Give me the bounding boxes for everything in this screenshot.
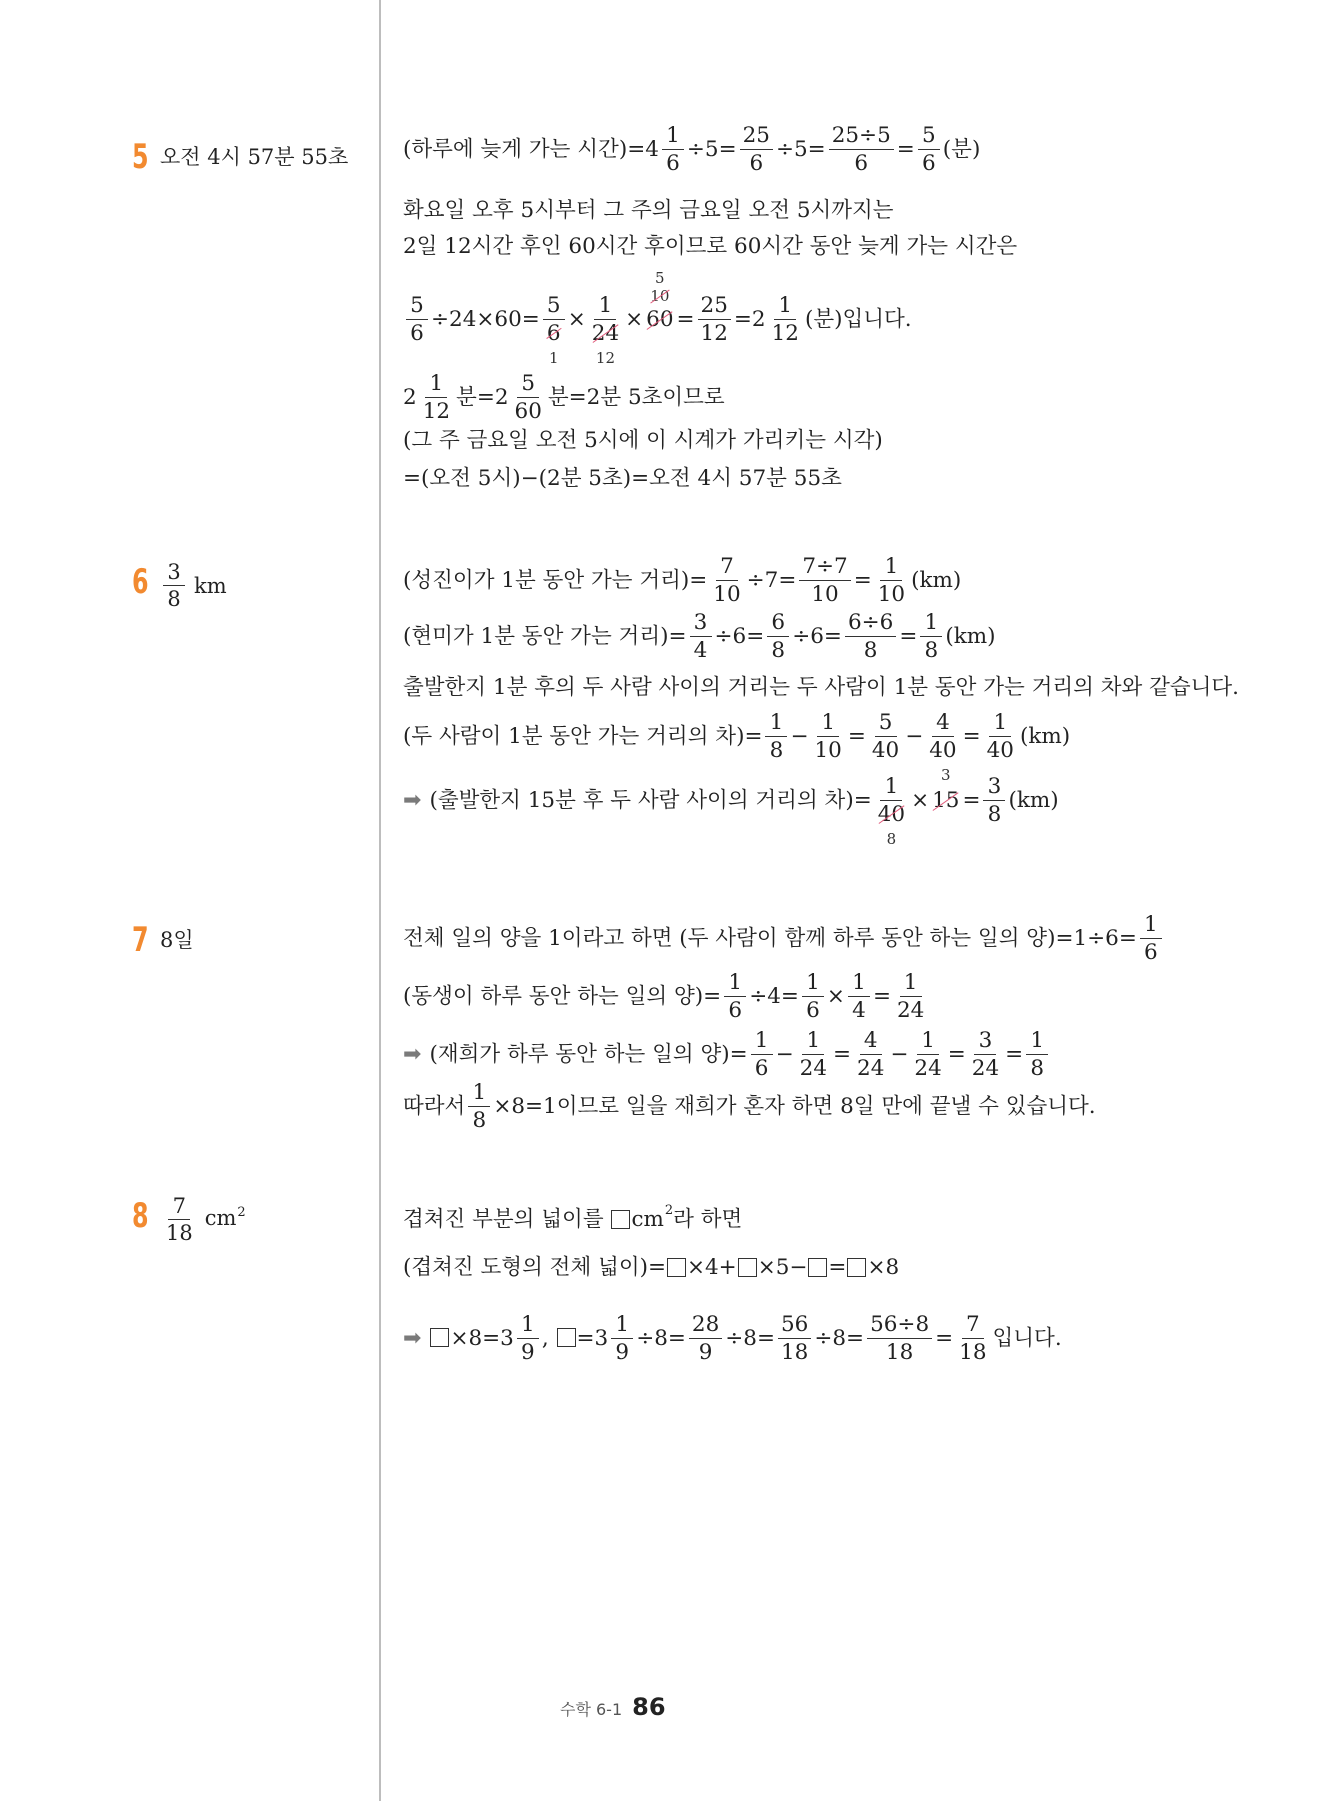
solution-line: =(오전 5시)−(2분 5초)=오전 4시 57분 55초: [403, 466, 842, 491]
solution-line: 2 $\frac{1}{12}$ 분=2 $\frac{5}{60}$ 분=2분 5초이므로: [403, 371, 725, 424]
fraction: $\frac{1}{40}$: [986, 710, 1014, 763]
solution-line: 전체 일의 양을 1이라고 하면 (두 사람이 함께 하루 동안 하는 일의 양)=1÷6= $\frac{1}{6}$: [403, 914, 1165, 963]
fraction: $\frac{1}{6}$: [751, 1030, 773, 1079]
problem-number: 6: [132, 562, 149, 602]
fraction: $\frac{1}{8}$: [468, 1082, 490, 1131]
fraction: $\frac{1}{6}$: [802, 972, 824, 1021]
solution-line: (겹쳐진 도형의 전체 넓이)= ×4+ ×5− = ×8: [403, 1255, 900, 1280]
fraction: $\frac{3}{8}$: [983, 776, 1005, 825]
solution-line: $\frac{5}{6}$ ÷24×60= 5 6 1 × 1 24 12 × 5 10 60 = $\frac{25}{12}$ =2 $\frac{1}{12}$ (분)입니다.: [403, 295, 912, 344]
fraction: $\frac{5}{60}$: [514, 371, 542, 424]
fraction: $\frac{4}{40}$: [929, 710, 957, 763]
solution-line: 출발한지 1분 후의 두 사람 사이의 거리는 두 사람이 1분 동안 가는 거리의 차와 같습니다.: [403, 675, 1240, 700]
answer: $\frac{7}{18}$ $cm^2$: [160, 1196, 246, 1244]
solution-line: ➡ (재희가 하루 동안 하는 일의 양)= $\frac{1}{6}$ − $\frac{1}{24}$ = $\frac{4}{24}$ − $\frac{1}{24}$ = $\frac{3}{24}$ = $\frac{1}{8}$: [403, 1030, 1051, 1079]
cancelled-number: 3 15: [932, 765, 960, 813]
fraction: $\frac{56}{18}$: [778, 1314, 811, 1363]
solution-line: ➡ (출발한지 15분 후 두 사람 사이의 거리의 차)= 1 40 8 × 3 15 = $\frac{3}{8}$ (km): [403, 765, 1059, 848]
fraction: $\frac{7}{10}$: [713, 554, 741, 607]
problem-number: 7: [132, 920, 149, 960]
solution-line: 겹쳐진 부분의 넓이를 cm 2 라 하면: [403, 1203, 743, 1232]
fraction: $\frac{1}{6}$: [1140, 914, 1162, 963]
fraction: $\frac{56\div 8}{18}$: [867, 1314, 932, 1363]
solution-line: 화요일 오후 5시부터 그 주의 금요일 오전 5시까지는: [403, 198, 894, 223]
fraction: $\frac{7}{18}$: [959, 1312, 987, 1365]
column-divider: [379, 0, 381, 1801]
fraction: $\frac{1}{12}$: [422, 371, 451, 424]
fraction: $\frac{1}{8}$: [920, 612, 942, 661]
answer: 오전 4시 57분 55초: [160, 145, 349, 169]
fraction: 5 6 1: [543, 295, 565, 344]
answer: 8일: [160, 928, 194, 952]
blank-box: [738, 1258, 757, 1277]
fraction: $\frac{1}{10}$: [877, 554, 906, 607]
fraction: $\frac{3}{8}$: [163, 562, 185, 610]
fraction: $\frac{1}{10}$: [814, 710, 842, 763]
blank-box: [667, 1258, 686, 1277]
solution-line: ➡ ×8=3 $\frac{1}{9}$ , =3 $\frac{1}{9}$ ÷8= $\frac{28}{9}$ ÷8= $\frac{56}{18}$ ÷8= $\frac{56\div 8}{18}$ = $\frac{7}{18}$ 입니다.: [403, 1312, 1062, 1365]
fraction: $\frac{1}{24}$: [799, 1028, 828, 1081]
fraction: $\frac{1}{9}$: [611, 1314, 633, 1363]
blank-box: [611, 1210, 630, 1229]
fraction: $\frac{25}{12}$: [698, 295, 731, 344]
fraction: $\frac{1}{6}$: [724, 972, 746, 1021]
answer: $\frac{3}{8}$ km: [160, 562, 227, 610]
fraction: 1 24 12: [591, 293, 620, 367]
blank-box: [430, 1328, 449, 1347]
fraction: $\frac{6}{8}$: [767, 612, 789, 661]
fraction: $\frac{7}{18}$: [166, 1194, 193, 1245]
solution-line: (동생이 하루 동안 하는 일의 양)= $\frac{1}{6}$ ÷4= $\frac{1}{6}$ × $\frac{1}{4}$ = $\frac{1}{24}$: [403, 972, 930, 1021]
fraction: $\frac{7\div 7}{10}$: [799, 556, 850, 605]
fraction: $\frac{28}{9}$: [689, 1314, 722, 1363]
fraction: $\frac{1}{24}$: [896, 970, 925, 1023]
fraction: $\frac{6\div 6}{8}$: [845, 612, 896, 661]
book-label: 수학 6-1: [560, 1700, 623, 1719]
fraction: $\frac{5}{6}$: [918, 125, 940, 174]
solution-line: (그 주 금요일 오전 5시에 이 시계가 가리키는 시각): [403, 428, 883, 453]
fraction: $\frac{1}{8}$: [765, 712, 787, 761]
blank-box: [557, 1328, 576, 1347]
blank-box: [847, 1258, 866, 1277]
fraction: $\frac{1}{6}$: [662, 125, 684, 174]
problem-number: 5: [132, 137, 149, 177]
page-footer: [560, 1693, 666, 1721]
arrow-right-icon: ➡: [403, 787, 422, 813]
fraction: $\frac{3}{24}$: [971, 1028, 1000, 1081]
cancelled-number: 5 10 60: [646, 268, 674, 332]
fraction: $\frac{1}{12}$: [771, 293, 799, 346]
fraction: $\frac{4}{24}$: [857, 1028, 885, 1081]
problem-number: 8: [132, 1196, 149, 1236]
fraction: $\frac{25}{6}$: [740, 125, 773, 174]
fraction: $\frac{5}{6}$: [406, 295, 428, 344]
fraction: $\frac{1}{8}$: [1026, 1030, 1048, 1079]
fraction: $\frac{1}{9}$: [517, 1314, 539, 1363]
solution-line: (하루에 늦게 가는 시간)=4 $\frac{1}{6}$ ÷5= $\frac{25}{6}$ ÷5= $\frac{25\div 5}{6}$ = $\frac{5}{6}$ (분): [403, 123, 981, 176]
fraction: $\frac{1}{4}$: [848, 972, 870, 1021]
solution-line: 따라서 $\frac{1}{8}$ ×8=1이므로 일을 재희가 혼자 하면 8일 만에 끝낼 수 있습니다.: [403, 1080, 1096, 1133]
fraction: $\frac{1}{24}$: [914, 1028, 942, 1081]
solution-line: 2일 12시간 후인 60시간 후이므로 60시간 동안 늦게 가는 시간은: [403, 234, 1018, 259]
solution-line: (성진이가 1분 동안 가는 거리)= $\frac{7}{10}$ ÷7= $\frac{7\div 7}{10}$ = $\frac{1}{10}$ (km): [403, 554, 962, 607]
arrow-right-icon: ➡: [403, 1325, 422, 1351]
solution-line: (현미가 1분 동안 가는 거리)= $\frac{3}{4}$ ÷6= $\frac{6}{8}$ ÷6= $\frac{6\div 6}{8}$ = $\frac{1}{8}$ (km): [403, 610, 996, 663]
arrow-right-icon: ➡: [403, 1041, 422, 1067]
fraction: 1 40 8: [877, 774, 906, 848]
fraction: $\frac{5}{40}$: [871, 710, 900, 763]
fraction: $\frac{3}{4}$: [690, 612, 712, 661]
page-number: 86: [632, 1693, 666, 1721]
solution-line: (두 사람이 1분 동안 가는 거리의 차)= $\frac{1}{8}$ − $\frac{1}{10}$ = $\frac{5}{40}$ − $\frac{4}{40}$ = $\frac{1}{40}$ (km): [403, 710, 1071, 763]
blank-box: [808, 1258, 827, 1277]
fraction: $\frac{25\div 5}{6}$: [829, 125, 894, 174]
